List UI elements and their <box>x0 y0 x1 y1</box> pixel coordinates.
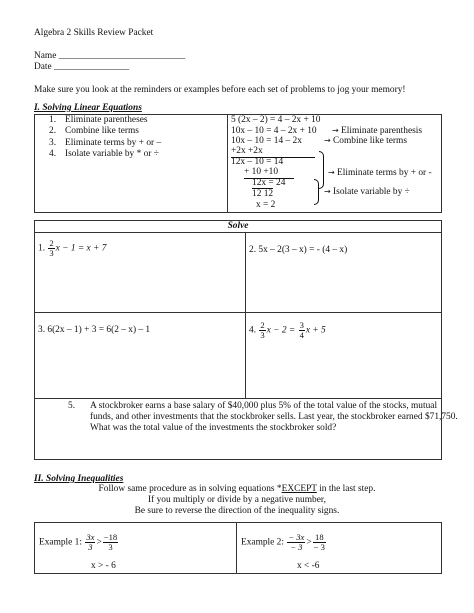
numerator: 18 <box>313 533 326 543</box>
equation-text: x + 5 <box>305 325 326 336</box>
example-line: 5 (2x – 2) = 4 – 2x + 10 <box>231 115 321 125</box>
fraction <box>299 321 305 340</box>
denominator: 4 <box>299 330 304 341</box>
linear-equations-table <box>34 114 442 213</box>
example-cell <box>228 115 442 213</box>
example-label: Example 2: <box>241 537 284 548</box>
arrow-icon: → <box>324 187 331 196</box>
step-item <box>35 138 227 149</box>
inequality-sign: > <box>306 537 312 548</box>
inequality-rule-line <box>0 484 474 495</box>
example-line: x = 2 <box>256 200 276 210</box>
example-note <box>324 136 407 147</box>
problem-number: 1. <box>38 243 46 254</box>
example-1 <box>35 523 236 573</box>
rule-emphasis: EXCEPT <box>281 484 317 494</box>
problem-number: 4. <box>249 325 257 336</box>
denominator: − 3 <box>290 542 303 553</box>
step-text: Isolate variable by * or ÷ <box>65 148 159 159</box>
inequality-sign: > <box>96 537 102 548</box>
example-line: 10x – 10 = 14 – 2x <box>231 136 302 146</box>
example-line: 10x – 10 = 4 – 2x + 10 <box>231 126 317 136</box>
example-note <box>324 187 410 198</box>
worked-example <box>228 115 441 212</box>
step-text: Eliminate parentheses <box>65 115 148 125</box>
solve-table <box>34 220 458 460</box>
fraction <box>103 533 118 552</box>
note-text: Eliminate terms by + or - <box>337 168 432 178</box>
arrow-icon: → <box>324 136 331 145</box>
fraction <box>48 239 54 258</box>
equation-text: x − 2 = <box>266 325 296 336</box>
example-2-cell <box>237 523 442 574</box>
numerator: −18 <box>103 532 118 542</box>
example-1-cell <box>35 523 237 574</box>
inequality-rule-line: Be sure to reverse the direction of the inequality signs. <box>134 506 340 516</box>
example-line: +2x +2x <box>231 146 315 158</box>
step-text: Eliminate terms by + or – <box>65 137 162 148</box>
step-item <box>35 149 227 160</box>
fraction <box>287 533 305 552</box>
equation-text: 2. 5x – 2(3 – x) = - (4 – x) <box>249 245 348 256</box>
word-problem <box>38 401 458 457</box>
step-number: 3. <box>49 137 57 148</box>
date-field-label: Date ________________ <box>34 62 130 72</box>
fraction <box>259 321 265 340</box>
step-number: 2. <box>49 126 57 137</box>
example-line: 12x = 24 <box>252 178 286 188</box>
numerator: 3 <box>299 320 304 331</box>
example-line: 12 12 <box>252 189 274 199</box>
steps-cell <box>35 115 228 213</box>
step-number: 1. <box>49 115 57 125</box>
example-result: x > - 6 <box>91 561 116 571</box>
problem-text-line: A stockbroker earns a base salary of $40,000 plus 5% of the total value of the stocks, mutual <box>90 401 438 412</box>
arrow-icon: → <box>332 126 339 135</box>
brace-icon <box>319 151 324 189</box>
solve-header: Solve <box>35 221 442 233</box>
equation-text: x − 1 = x + 7 <box>55 243 107 254</box>
page-title: Algebra 2 Skills Review Packet <box>34 28 154 38</box>
denominator: 3 <box>49 248 54 259</box>
denominator: 3 <box>108 542 113 553</box>
inequality-rule-line: If you multiply or divide by a negative number, <box>148 495 326 505</box>
example-2 <box>237 523 441 573</box>
example-line: + 10 +10 <box>244 167 294 179</box>
step-text: Combine like terms <box>65 126 139 137</box>
example-line: 12x – 10 = 14 <box>231 157 284 167</box>
problem-5[interactable] <box>35 399 458 460</box>
problem-1[interactable] <box>35 233 246 313</box>
instruction-text: Make sure you look at the reminders or examples before each set of problems to jog your memory! <box>34 85 406 95</box>
problem-2[interactable] <box>246 233 442 313</box>
step-item <box>35 126 227 137</box>
problem-4[interactable] <box>246 313 442 399</box>
numerator: 3x <box>86 532 95 542</box>
inequality-line <box>39 533 119 552</box>
name-field-label: Name ___________________________ <box>34 51 186 61</box>
rule-text: in the last step. <box>316 484 376 494</box>
denominator: 3 <box>88 542 93 553</box>
problem-text-line: funds, and other investments that the stockbroker sells. Last year, the stockbroker earned $71,750. <box>90 412 458 423</box>
equation-text: 3. 6(2x – 1) + 3 = 6(2 – x) – 1 <box>38 325 151 336</box>
inequality-examples-table <box>34 522 442 574</box>
section1-heading: I. Solving Linear Equations <box>34 103 142 113</box>
numerator: 2 <box>49 238 54 249</box>
inequality-line <box>241 533 327 552</box>
note-text: Eliminate parenthesis <box>341 126 423 136</box>
problem-number: 5. <box>68 401 76 412</box>
arrow-icon: → <box>328 168 335 177</box>
example-result: x < -6 <box>297 561 320 571</box>
problem-3[interactable] <box>35 313 246 399</box>
steps-list <box>35 115 227 160</box>
rule-text: Follow same procedure as in solving equations * <box>98 484 282 494</box>
note-text: Combine like terms <box>333 136 407 146</box>
numerator: 2 <box>260 320 265 331</box>
denominator: − 3 <box>313 542 325 553</box>
step-number: 4. <box>49 148 57 159</box>
problem-text-line: What was the total value of the investments the stockbroker sold? <box>90 423 337 434</box>
example-note <box>328 168 432 179</box>
brace-icon <box>314 179 319 205</box>
section2-heading: II. Solving Inequalities <box>34 474 124 484</box>
numerator: − 3x <box>288 532 305 542</box>
example-label: Example 1: <box>39 537 82 548</box>
step-item <box>35 115 227 126</box>
fraction <box>313 533 326 552</box>
fraction <box>85 533 95 552</box>
note-text: Isolate variable by ÷ <box>333 187 410 197</box>
denominator: 3 <box>260 330 265 341</box>
